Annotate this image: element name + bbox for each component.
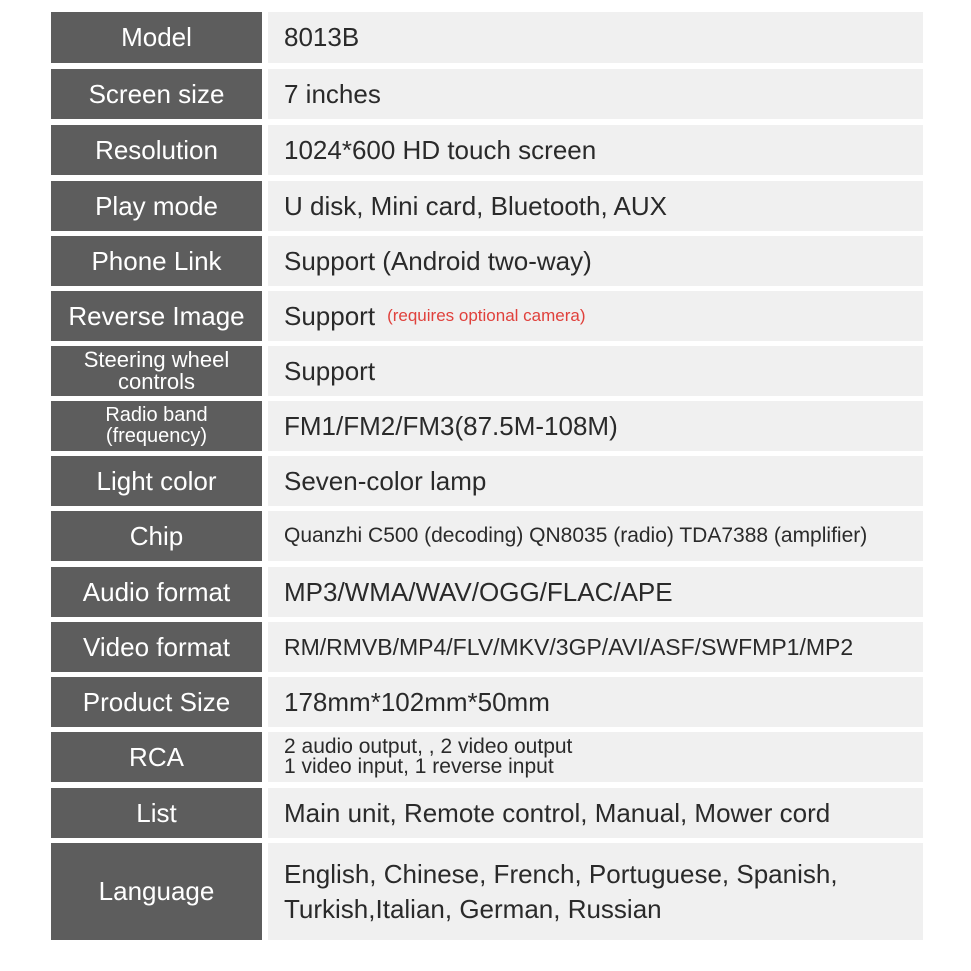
spec-label: Resolution: [51, 125, 262, 175]
spec-label: Model: [51, 12, 262, 63]
spec-label: [51, 401, 262, 451]
spec-value: 7 inches: [268, 69, 923, 119]
spec-note: (requires optional camera): [387, 306, 586, 325]
spec-value: [268, 291, 923, 341]
spec-label: Audio format: [51, 567, 262, 617]
spec-label: Phone Link: [51, 236, 262, 286]
spec-value: 1024*600 HD touch screen: [268, 125, 923, 175]
spec-value: [268, 732, 923, 782]
spec-value: [268, 843, 923, 940]
spec-row-light-color: [51, 456, 923, 506]
spec-row-list: [51, 788, 923, 838]
spec-row-model: [51, 12, 923, 63]
spec-value-line: 1 video input, 1 reverse input: [284, 755, 554, 778]
spec-row-audio-format: [51, 567, 923, 617]
spec-label: [51, 346, 262, 396]
spec-label: List: [51, 788, 262, 838]
spec-label: Screen size: [51, 69, 262, 119]
spec-label: RCA: [51, 732, 262, 782]
spec-label: Language: [51, 843, 262, 940]
spec-label-line: controls: [117, 369, 196, 394]
spec-value-line: English, Chinese, French, Portuguese, Spanish,: [284, 858, 838, 889]
spec-row-rca: [51, 732, 923, 782]
spec-row-play-mode: [51, 181, 923, 231]
spec-value: Quanzhi C500 (decoding) QN8035 (radio) TDA7388 (amplifier): [268, 511, 923, 561]
spec-row-language: [51, 843, 923, 940]
spec-row-product-size: [51, 677, 923, 727]
spec-label: Play mode: [51, 181, 262, 231]
spec-label-line: Steering wheel: [83, 347, 230, 372]
spec-value: RM/RMVB/MP4/FLV/MKV/3GP/AVI/ASF/SWFMP1/MP2: [268, 622, 923, 672]
spec-label: Light color: [51, 456, 262, 506]
spec-row-steering-wheel: [51, 346, 923, 396]
spec-value-line: Turkish,Italian, German, Russian: [284, 893, 662, 924]
spec-value-text: Support: [284, 300, 376, 331]
spec-label: Reverse Image: [51, 291, 262, 341]
spec-row-phone-link: [51, 236, 923, 286]
spec-value: MP3/WMA/WAV/OGG/FLAC/APE: [268, 567, 923, 617]
spec-value: FM1/FM2/FM3(87.5M-108M): [268, 401, 923, 451]
spec-row-resolution: [51, 125, 923, 175]
spec-value: Seven-color lamp: [268, 456, 923, 506]
spec-row-screen-size: [51, 69, 923, 119]
spec-value-line: 2 audio output, , 2 video output: [284, 735, 573, 758]
spec-label: Product Size: [51, 677, 262, 727]
spec-row-radio-band: [51, 401, 923, 451]
spec-value: Main unit, Remote control, Manual, Mower cord: [268, 788, 923, 838]
spec-value: Support: [268, 346, 923, 396]
spec-row-reverse-image: [51, 291, 923, 341]
spec-value: U disk, Mini card, Bluetooth, AUX: [268, 181, 923, 231]
spec-label: Video format: [51, 622, 262, 672]
spec-label: Chip: [51, 511, 262, 561]
spec-value: Support (Android two-way): [268, 236, 923, 286]
spec-value: 178mm*102mm*50mm: [268, 677, 923, 727]
spec-value: 8013B: [268, 12, 923, 63]
spec-label-line: (frequency): [105, 425, 208, 447]
spec-row-chip: [51, 511, 923, 561]
spec-label-line: Radio band: [105, 404, 208, 426]
spec-row-video-format: [51, 622, 923, 672]
